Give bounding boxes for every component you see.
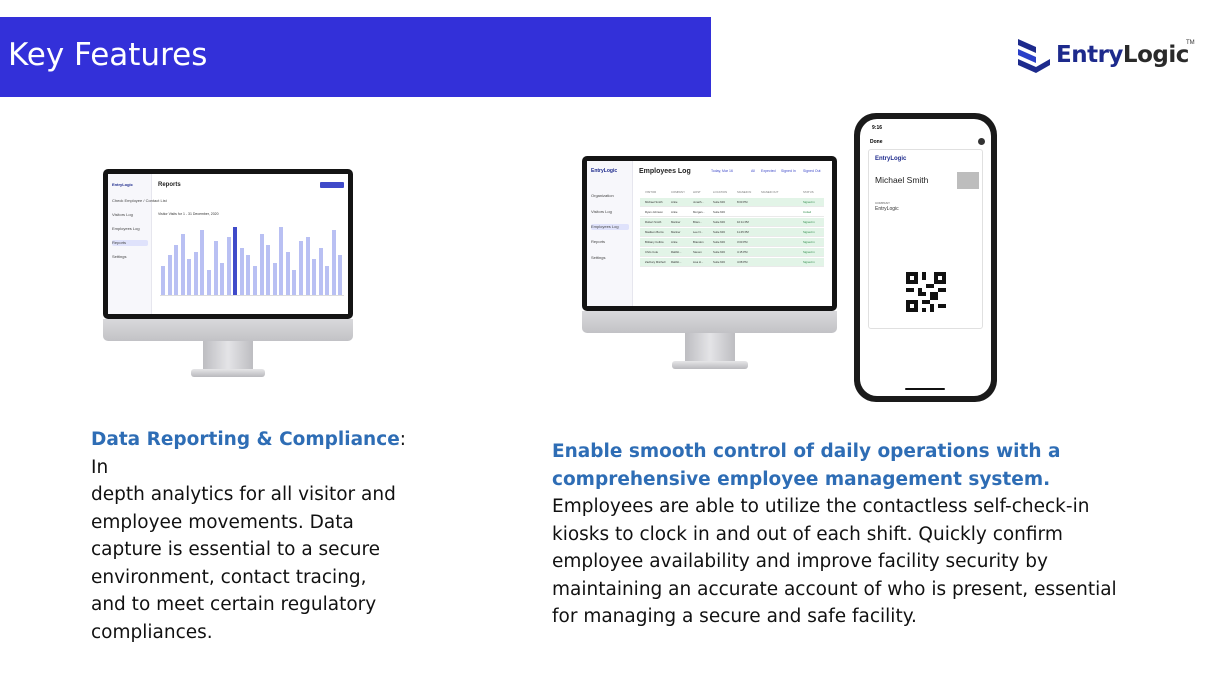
table-cell: Chris Cole [645,250,659,254]
chart-caption: Visitor Visits for 1 - 31 December, 2020 [158,212,219,216]
export-button[interactable] [320,182,344,188]
table-cell: 4:08 PM [737,260,748,264]
report-bar [292,270,296,295]
report-bar [299,241,303,295]
avatar [957,172,979,189]
report-bar [174,245,178,295]
report-bar [168,255,172,295]
phone-mockup [854,113,997,402]
report-bar [246,255,250,295]
table-cell: 3:00 PM [737,240,748,244]
qr-code-icon [906,272,946,312]
table-cell: Zachary Mitchell [645,260,666,264]
right-line: kiosks to clock in and out of each shift. Quickly confirm [552,523,1063,545]
home-indicator [905,388,945,390]
employees-sidebar-item[interactable]: Organization [591,193,614,198]
badge-company-label: COMPANY [875,201,890,205]
table-cell: Brian... [693,220,702,224]
logo-mark-icon [1016,37,1052,77]
employee-management-block [552,438,1152,631]
report-bar [338,255,342,295]
table-cell: Rabbit... [671,250,682,254]
table-cell: Brandon [693,240,704,244]
reports-sidebar [108,174,167,314]
table-cell: Antie [671,240,678,244]
table-row[interactable] [640,238,824,247]
table-cell: Suite 603 [713,220,725,224]
data-reporting-heading: Data Reporting & Compliance [91,429,400,450]
reports-sidebar-item[interactable]: Employees Log [112,226,140,231]
table-cell: Signed in [803,230,815,234]
table-cell: 8:00 PM [737,200,748,204]
badge-name: Michael Smith [875,175,929,185]
logo-trademark: TM [1186,40,1195,46]
date-filter[interactable]: Today, Mar 16 [711,169,733,173]
table-header: SIGNED IN [737,190,752,194]
left-line: employee movements. Data [91,511,354,533]
table-cell: Madison Burns [645,230,664,234]
employees-table [587,161,832,306]
report-bar [286,252,290,295]
table-header: COMPANY [671,190,685,194]
table-row[interactable] [640,218,824,227]
reports-sidebar-item[interactable]: Settings [112,254,127,259]
right-line: employee availability and improve facility security by [552,551,1048,572]
reports-sidebar-item[interactable]: Visitors Log [112,212,133,217]
table-row[interactable] [640,248,824,257]
report-bar [181,234,185,295]
filter-signed-in[interactable]: Signed In [781,169,796,173]
badge-card [868,149,983,329]
table-cell: 10:11 PM [737,220,749,224]
employee-management-heading: Enable smooth control of daily operations with a [552,441,1061,462]
employees-monitor [582,156,837,371]
right-line: for managing a secure and safe facility. [552,606,917,627]
table-cell: Suite 603 [713,240,725,244]
report-bar [279,227,283,295]
table-row[interactable] [640,258,824,267]
report-bar [312,259,316,295]
logo-part-logic: Logic [1122,42,1189,68]
left-line: capture is essential to a secure [91,539,381,560]
report-bar [200,230,204,295]
phone-done-button[interactable]: Done [870,139,883,145]
table-cell: Lisa H... [693,260,704,264]
employees-screen [587,161,832,306]
report-bar [260,234,264,295]
table-cell: Mariner [671,230,681,234]
table-cell: Michael Smith [645,200,663,204]
reports-sidebar-item[interactable]: Check Employee / Contact List [112,198,167,203]
phone-screen [860,119,991,396]
table-header: VISITOR [645,190,657,194]
phone-time: 9:16 [872,125,883,131]
report-bar [233,227,237,295]
filter-signed-out[interactable]: Signed Out [803,169,821,173]
badge-company: EntryLogic [875,206,899,212]
monitor-chin [103,319,353,341]
report-bar [220,263,224,295]
employee-management-heading: comprehensive employee management system. [552,468,1051,490]
reports-heading: Reports [158,182,181,188]
report-bar [306,237,310,295]
logo-wordmark [1056,42,1189,68]
employees-sidebar-item[interactable]: Visitors Log [591,209,612,214]
report-bar [325,266,329,295]
reports-sidebar-item-active[interactable]: Reports [112,240,148,246]
table-cell: Rabbit... [671,260,682,264]
report-bar [207,270,211,295]
table-cell: Steven [693,250,702,254]
table-cell: Antie [671,210,678,214]
table-cell: Invited [803,210,812,214]
employees-heading: Employees Log [639,168,691,175]
reports-brand: EntryLogic [112,182,133,187]
table-cell: Lee N... [693,230,703,234]
entrylogic-logo [1016,37,1196,77]
table-header: STATUS [803,190,814,194]
filter-expected[interactable]: Expected [761,169,776,173]
table-cell: Suite 603 [713,260,725,264]
table-cell: Signed in [803,250,815,254]
table-cell: Signed in [803,200,815,204]
table-cell: Suite 603 [713,210,725,214]
monitor-foot [191,369,265,377]
badge-brand: EntryLogic [875,156,907,162]
left-line: : In [91,429,406,478]
report-bar [161,266,165,295]
table-cell: Suite 603 [713,200,725,204]
employees-sidebar-item-active[interactable]: Employees Log [591,224,629,230]
table-row[interactable] [640,198,824,207]
filter-all[interactable]: All [751,169,755,173]
monitor-chin [582,311,837,333]
report-bar [332,230,336,295]
table-cell: Mariner [671,220,681,224]
report-bar [187,259,191,295]
right-line: Employees are able to utilize the contactless self-check-in [552,496,1090,517]
left-line: environment, contact tracing, [91,566,367,588]
table-cell: 4:15 PM [737,250,748,254]
left-line: compliances. [91,621,213,643]
report-bar [253,266,257,295]
table-cell: Signed in [803,240,815,244]
reports-bar-chart [160,222,344,296]
report-bar [194,252,198,295]
table-cell: Robert Smith [645,220,662,224]
reports-monitor [103,169,353,379]
table-cell: Ryan Johnson [645,210,663,214]
logo-part-entry: Entry [1056,42,1123,68]
title-bar [0,17,711,97]
report-bar [240,248,244,295]
table-row[interactable] [640,208,824,217]
report-bar [214,241,218,295]
table-header: SIGNED OUT [761,190,779,194]
report-bar [227,237,231,295]
report-bar [319,248,323,295]
table-cell: Suite 603 [713,230,725,234]
left-line: and to meet certain regulatory [91,594,377,615]
table-cell: Signed in [803,260,815,264]
table-cell: Antie [671,200,678,204]
table-cell: Brittany Collins [645,240,664,244]
table-row[interactable] [640,228,824,237]
report-bar [273,263,277,295]
reports-screen [108,174,348,314]
table-cell: Jonath... [693,200,704,204]
close-icon[interactable] [978,138,985,145]
employees-sidebar-item[interactable]: Settings [591,255,606,260]
monitor-neck [203,341,253,371]
employees-sidebar-item[interactable]: Reports [591,239,606,244]
monitor-foot [672,361,748,369]
right-line: maintaining an accurate account of who is present, essential [552,578,1117,600]
monitor-neck [685,333,735,363]
employees-brand: EntryLogic [591,168,618,174]
table-header: LOCATION [713,190,728,194]
slide-title: Key Features [8,37,208,73]
report-bar [266,245,270,295]
table-cell: 11:45 PM [737,230,749,234]
table-cell: Signed in [803,220,815,224]
table-cell: Morgan... [693,210,705,214]
left-line: depth analytics for all visitor and [91,484,396,505]
data-reporting-block [91,426,421,646]
table-cell: Suite 603 [713,250,725,254]
table-header: HOST [693,190,701,194]
